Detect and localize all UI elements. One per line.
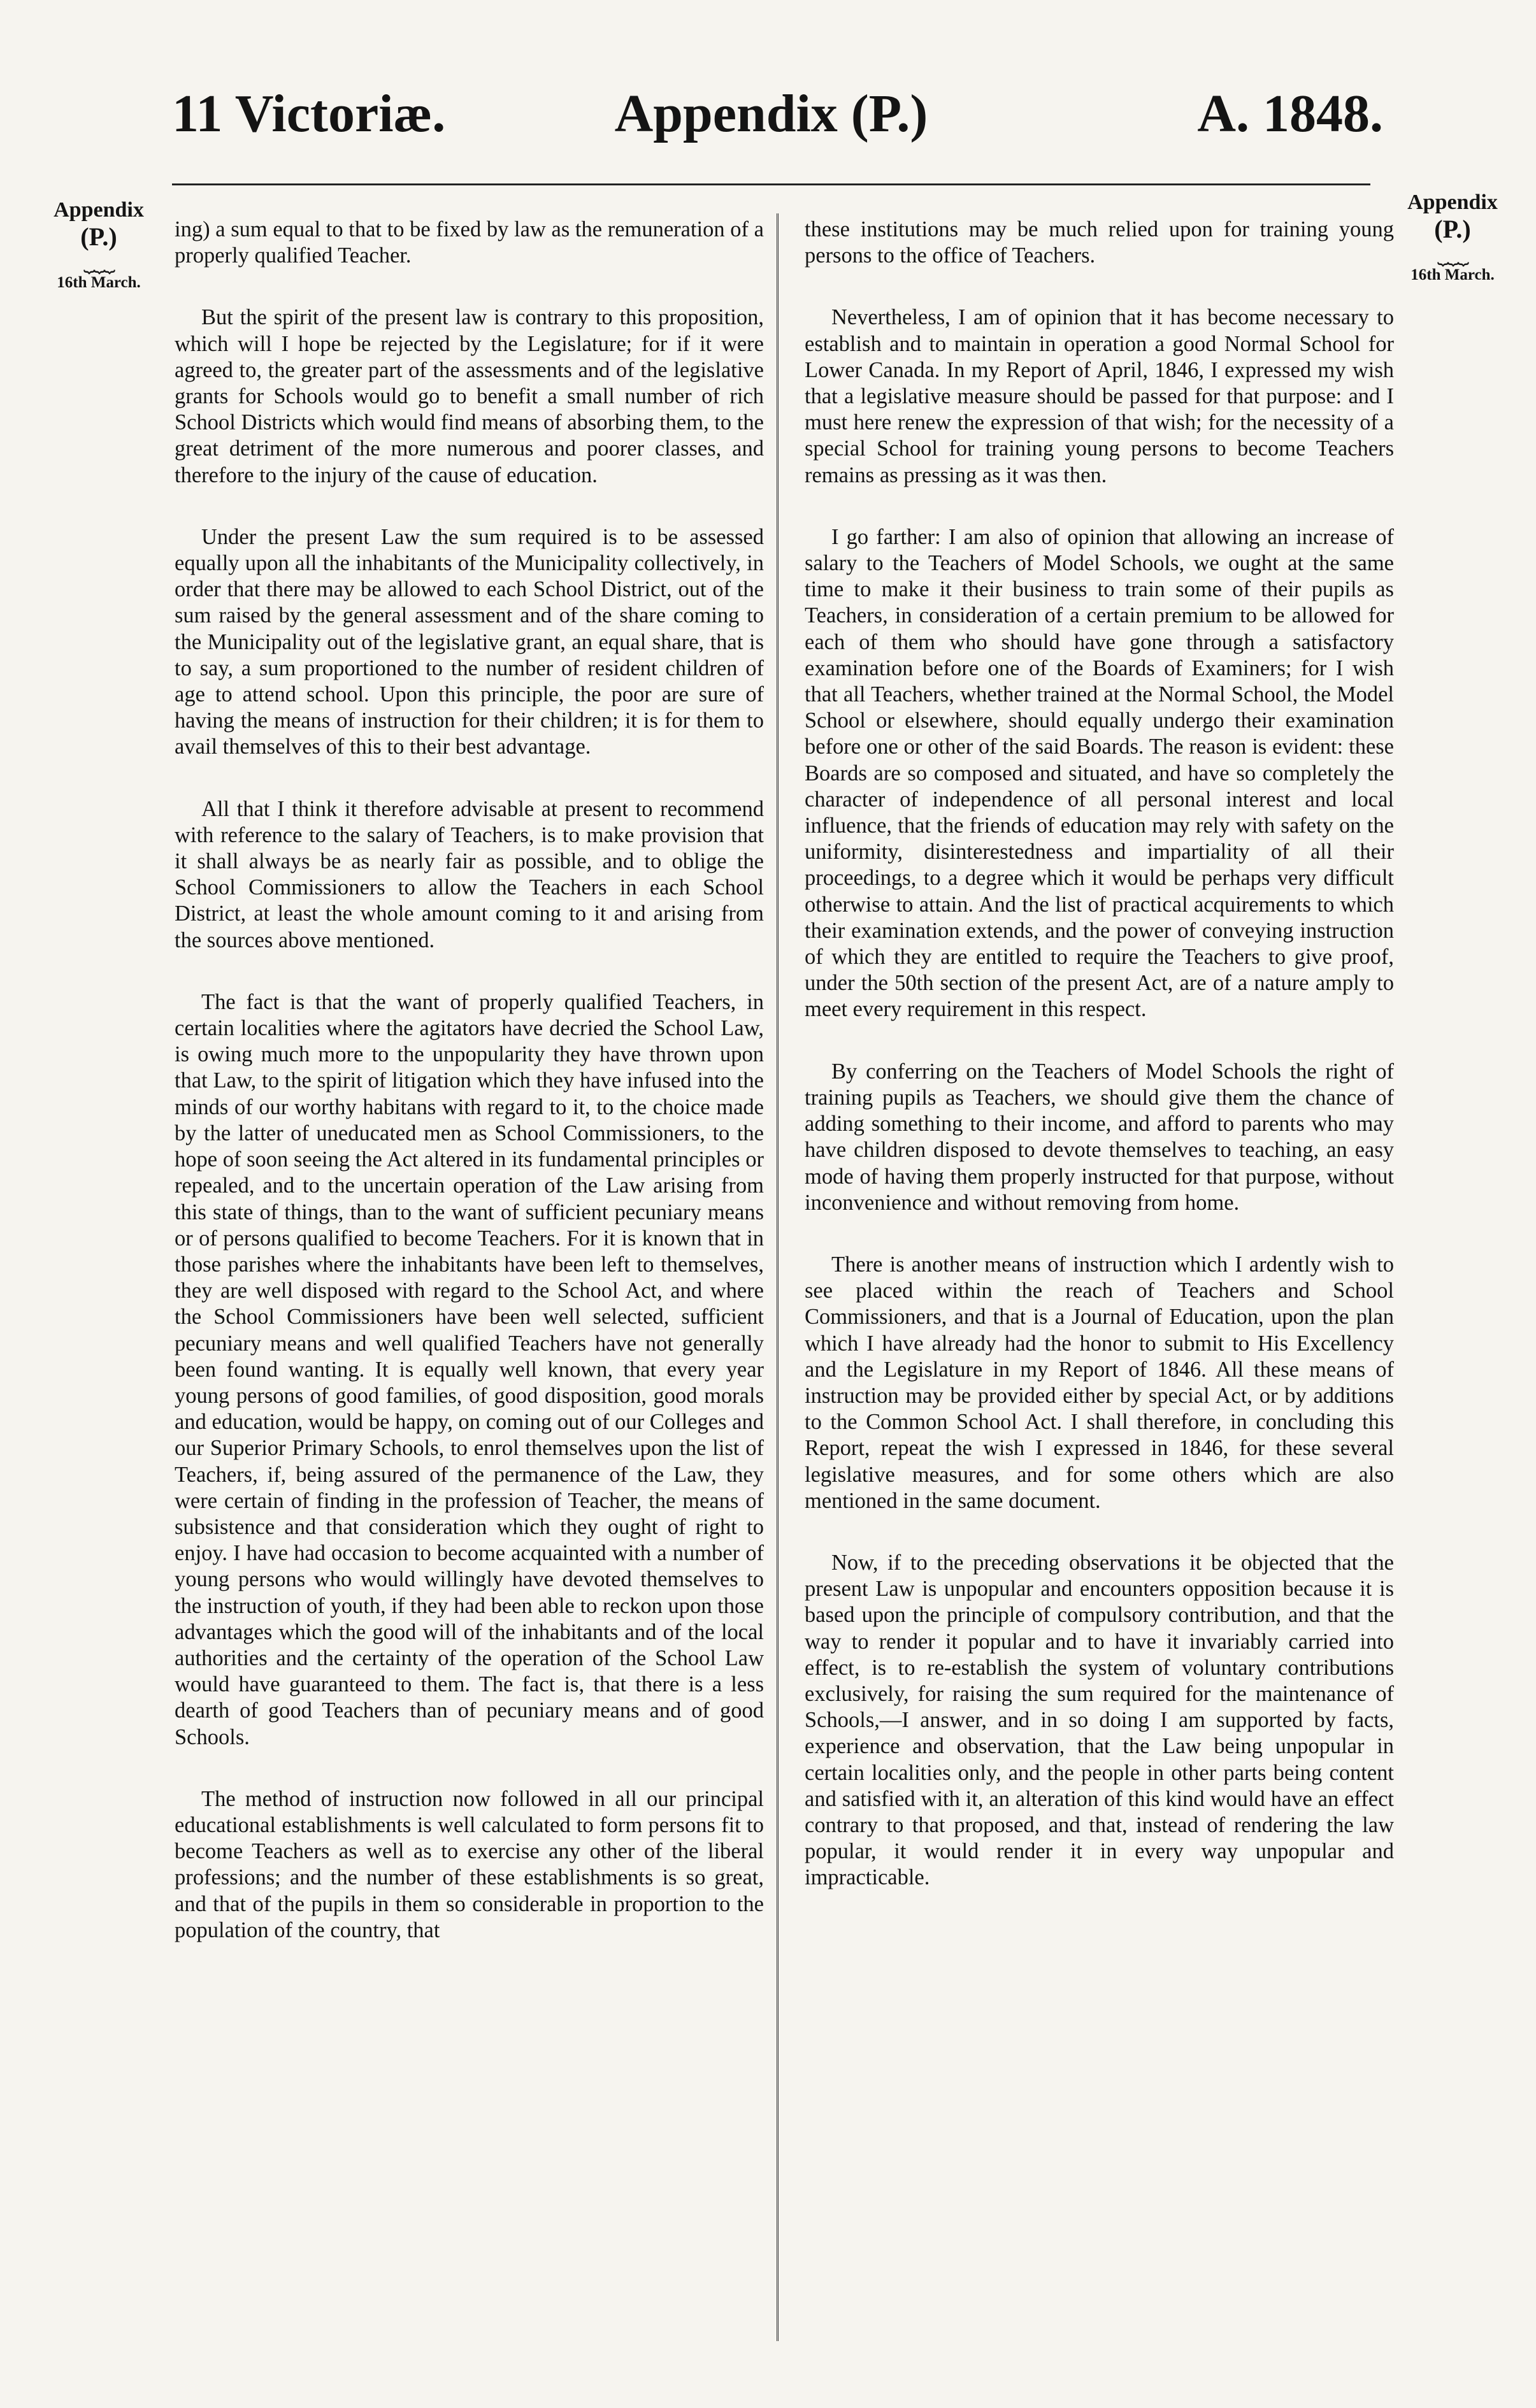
header-session: 11 Victoriæ. xyxy=(172,84,446,143)
margin-note-code: (P.) xyxy=(80,222,117,252)
running-header xyxy=(159,83,1383,153)
paragraph: But the spirit of the present law is contrary to this proposition, which will I hope be rejected by the Legislature; for if it were agreed to, the greater part of the assessments and of the legislative grants for Schools would go to benefit a small number of rich School Districts which would find means of absorbing them, to the great detriment of the more numerous and poorer classes, and therefore to the injury of the cause of education. xyxy=(175,305,764,487)
margin-note-date: 16th March. xyxy=(1410,266,1495,283)
paragraph: There is another means of instruction which I ardently wish to see placed within the reach of Teachers and School Commissioners, and that is a Journal of Education, upon the plan which I have already had the honor to submit to His Excellency and the Legislature in my Report of 1846. All these means of instruction may be provided either by special Act, or by additions to the Common School Act. I shall therefore, in concluding this Report, repeat the wish I expressed in 1846, for these several legislative measures, and for some others which are also mentioned in the same document. xyxy=(805,1252,1394,1513)
paragraph: Under the present Law the sum required is to be assessed equally upon all the inhabitants of the Municipality collectively, in order that there may be allowed to each School District, out of the sum raised by the general assessment and of the share coming to the Municipality out of the legislative grant, an equal share, that is to say, a sum proportioned to the number of resident children of age to attend school. Upon this principle, the poor are sure of having the means of instruction for their children; it is for them to avail themselves of this to their best advantage. xyxy=(175,524,764,759)
right-column xyxy=(805,217,1394,2338)
margin-note-title: Appendix xyxy=(1407,190,1498,214)
paragraph: Nevertheless, I am of opinion that it has become necessary to establish and to maintain in operation a good Normal School for Lower Canada. In my Report of April, 1846, I expressed my wish that a legislative measure should be passed for that purpose: and I must here renew the expression of that wish; for the necessity of a special School for training young persons to become Teachers remains as pressing as it was then. xyxy=(805,305,1394,487)
paragraph: Now, if to the preceding observations it be objected that the present Law is unpopular and encounters opposition because it is based upon the principle of compulsory contribution, and that the way to render it popular and to have it invariably carried into effect, is to re-establish the system of voluntary contributions exclusively, for raising the sum required for the maintenance of Schools,—I answer, and in so doing I am supported by facts, experience and observation, that the Law being unpopular in certain localities only, and the people in other parts being content and satisfied with it, an alteration of this kind would have an effect contrary to that proposed, and that, instead of rendering the law popular, it would render it in every way unpopular and impracticable. xyxy=(805,1550,1394,1890)
left-column xyxy=(175,217,764,2338)
margin-brace: ⏟⏟⏟ xyxy=(83,252,114,273)
paragraph: The method of instruction now followed in all our principal educational establishments is well calculated to form persons fit to become Teachers as well as to exercise any other of the liberal professions; and the number of these establishments is so great, and that of the pupils in them so considerable in proportion to the population of the country, that xyxy=(175,1786,764,1942)
header-year: A. 1848. xyxy=(1197,84,1383,143)
margin-brace: ⏟⏟⏟ xyxy=(1437,244,1468,266)
paragraph: All that I think it therefore advisable at present to recommend with reference to the salary of Teachers, is to make provision that it shall always be as nearly fair as possible, and to oblige the School Commissioners to allow the Teachers in each School District, at least the whole amount coming to it and arising from the sources above mentioned. xyxy=(175,796,764,952)
header-appendix-title: Appendix (P.) xyxy=(614,84,928,143)
paragraph: By conferring on the Teachers of Model Schools the right of training pupils as Teachers, we should give them the chance of adding something to their income, and afford to parents who may have children disposed to devote themselves to teaching, an easy mode of having them properly instructed for that purpose, without inconvenience and without removing from home. xyxy=(805,1059,1394,1215)
margin-note-date: 16th March. xyxy=(57,273,141,291)
paragraph: I go farther: I am also of opinion that allowing an increase of salary to the Teachers of Model Schools, we ought at the same time to make it their business to train some of their pupils as Teachers, in consideration of a certain premium to be allowed for each of them who should have gone through a satisfactory examination before one of the Boards of Examiners; for I wish that all Teachers, whether trained at the Normal School, the Model School or elsewhere, should equally undergo their examination before one or other of the said Boards. The reason is evident: these Boards are so composed and situated, and have so completely the character of independence of all personal interest and local influence, that the friends of education may rely with safety on the uniformity, disinterestedness and impartiality of all their proceedings, to a degree which it would be perhaps very difficult otherwise to attain. And the list of practical acquirements to which their examination extends, and the power of conveying instruction of which they are entitled to require the Teachers to give proof, under the 50th section of the present Act, are of a nature amply to meet every requirement in this respect. xyxy=(805,524,1394,1022)
margin-note-left xyxy=(32,197,166,292)
paragraph: The fact is that the want of properly qualified Teachers, in certain localities where the agitators have decried the School Law, is owing much more to the unpopularity they have thrown upon that Law, to the spirit of litigation which they have infused into the minds of our worthy habitans with regard to it, to the choice made by the latter of uneducated men as School Commissioners, to the hope of soon seeing the Act altered in its fundamental principles or repealed, and to the uncertain operation of the Law arising from this state of things, than to the want of sufficient pecuniary means or of persons qualified to become Teachers. For it is known that in those parishes where the inhabitants have been left to themselves, they are well disposed with regard to the School Act, and where the School Commissioners have been well selected, sufficient pecuniary means and well qualified Teachers have not generally been found wanting. It is equally well known, that every year young persons of good families, of good disposition, good morals and education, would be happy, on coming out of our Colleges and our Superior Primary Schools, to enrol themselves upon the list of Teachers, if, being assured of the permanence of the Law, they were certain of finding in the profession of Teacher, the means of subsistence and that consideration which they ought of right to enjoy. I have had occasion to become acquainted with a number of young persons who would willingly have devoted themselves to the instruction of youth, if they had been able to reckon upon those advantages which the good will of the inhabitants and of the local authorities and the certainty of the operation of the School Law would have guaranteed to them. The fact is, that there is a less dearth of good Teachers than of pecuniary means and of good Schools. xyxy=(175,989,764,1749)
paragraph: ing) a sum equal to that to be fixed by law as the remuneration of a properly qualified Teacher. xyxy=(175,217,764,268)
paragraph: these institutions may be much relied upon for training young persons to the office of Teachers. xyxy=(805,217,1394,268)
header-rule xyxy=(172,183,1370,185)
margin-note-code: (P.) xyxy=(1434,215,1471,244)
margin-note-title: Appendix xyxy=(54,198,144,222)
margin-note-right xyxy=(1386,190,1519,284)
column-divider xyxy=(777,213,779,2341)
